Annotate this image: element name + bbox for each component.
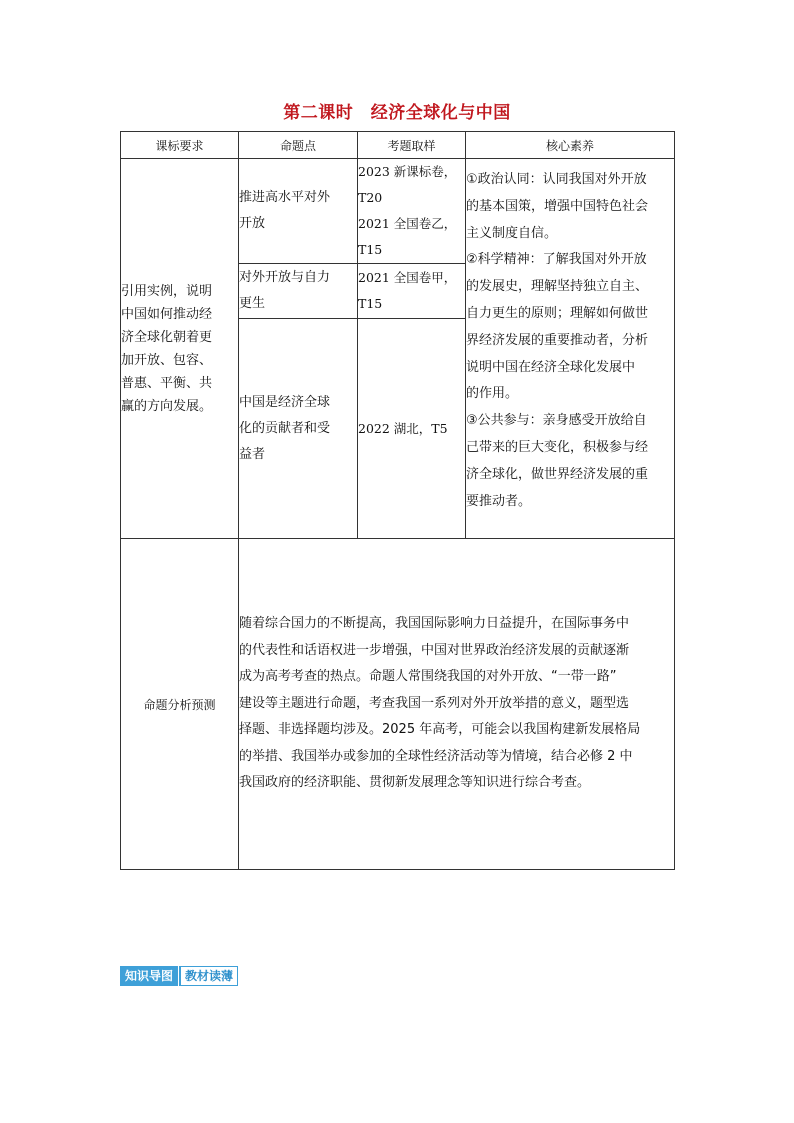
- analysis-line: 成为高考考查的热点。命题人常围绕我国的对外开放、“一带一路”: [239, 669, 617, 685]
- core-literacy-cell: [466, 159, 675, 539]
- core-line: 的发展史，理解坚持独立自主、: [466, 279, 649, 295]
- core-line: 主义制度自信。: [466, 225, 558, 241]
- table-row: [121, 159, 675, 264]
- source-line: T15: [358, 242, 383, 257]
- textbook-reading-badge: 教材读薄: [180, 966, 238, 986]
- section-badges: [120, 966, 238, 986]
- requirement-line: 引用实例，说明: [121, 283, 213, 299]
- source-cell: [358, 264, 466, 319]
- header-proposition-point: 命题点: [239, 132, 358, 159]
- requirement-line: 赢的方向发展。: [121, 398, 213, 414]
- analysis-line: 的举措、我国举办或参加的全球性经济活动等为情境，结合必修 2 中: [239, 748, 633, 764]
- point-cell: [239, 319, 358, 539]
- source-line: 2021 全国卷甲，: [358, 270, 457, 285]
- core-line: 的作用。: [466, 386, 519, 402]
- source-line: T15: [358, 296, 383, 311]
- point-line: 开放: [239, 216, 266, 231]
- page-title: 第二课时 经济全球化与中国: [283, 103, 511, 123]
- core-line: 的基本国策，增强中国特色社会: [466, 198, 649, 214]
- source-line: T20: [358, 190, 383, 205]
- point-line: 推进高水平对外: [239, 190, 331, 205]
- core-line: 要推动者。: [466, 493, 532, 509]
- source-line: 2021 全国卷乙，: [358, 216, 457, 231]
- requirement-line: 加开放、包容、: [121, 352, 213, 368]
- point-cell: [239, 159, 358, 264]
- point-line: 益者: [239, 446, 266, 462]
- analysis-line: 择题、非选择题均涉及。2025 年高考，可能会以我国构建新发展格局: [239, 722, 641, 738]
- core-line: ①政治认同：认同我国对外开放: [466, 172, 647, 187]
- knowledge-map-badge: 知识导图: [120, 966, 178, 986]
- header-exam-sample: 考题取样: [358, 132, 466, 159]
- point-cell: [239, 264, 358, 319]
- analysis-line: 随着综合国力的不断提高，我国国际影响力日益提升，在国际事务中: [239, 616, 630, 632]
- requirement-line: 中国如何推动经: [121, 306, 213, 322]
- core-line: 说明中国在经济全球化发展中: [466, 359, 636, 375]
- core-line: ②科学精神：了解我国对外开放: [466, 252, 647, 268]
- analysis-line: 的代表性和话语权进一步增强，中国对世界政治经济发展的贡献逐渐: [239, 642, 630, 658]
- source-cell: [358, 319, 466, 539]
- source-line: 2022 湖北，T5: [358, 420, 448, 436]
- header-core-literacy: 核心素养: [466, 132, 675, 159]
- core-line: 己带来的巨大变化，积极参与经: [466, 439, 649, 455]
- analysis-cell: [239, 539, 675, 870]
- header-requirement: 课标要求: [121, 132, 239, 159]
- analysis-line: 我国政府的经济职能、贯彻新发展理念等知识进行综合考查。: [239, 775, 591, 791]
- source-cell: [358, 159, 466, 264]
- core-line: ③公共参与：亲身感受开放给自: [466, 413, 647, 429]
- table-row: [121, 539, 675, 870]
- core-line: 自力更生的原则；理解如何做世: [466, 305, 649, 321]
- analysis-label: 命题分析预测: [121, 539, 239, 870]
- point-line: 中国是经济全球: [239, 394, 331, 410]
- source-line: 2023 新课标卷，: [358, 164, 457, 179]
- curriculum-table: [120, 131, 675, 870]
- table-header-row: [121, 132, 675, 159]
- point-line: 对外开放与自力: [239, 270, 331, 285]
- point-line: 更生: [239, 296, 266, 311]
- requirement-line: 普惠、平衡、共: [121, 375, 213, 391]
- requirement-cell: [121, 159, 239, 539]
- analysis-line: 建设等主题进行命题，考查我国一系列对外开放举措的意义，题型选: [239, 695, 630, 711]
- point-line: 化的贡献者和受: [239, 420, 331, 436]
- requirement-line: 济全球化朝着更: [121, 329, 213, 345]
- core-line: 界经济发展的重要推动者，分析: [466, 332, 649, 348]
- core-line: 济全球化，做世界经济发展的重: [466, 466, 649, 482]
